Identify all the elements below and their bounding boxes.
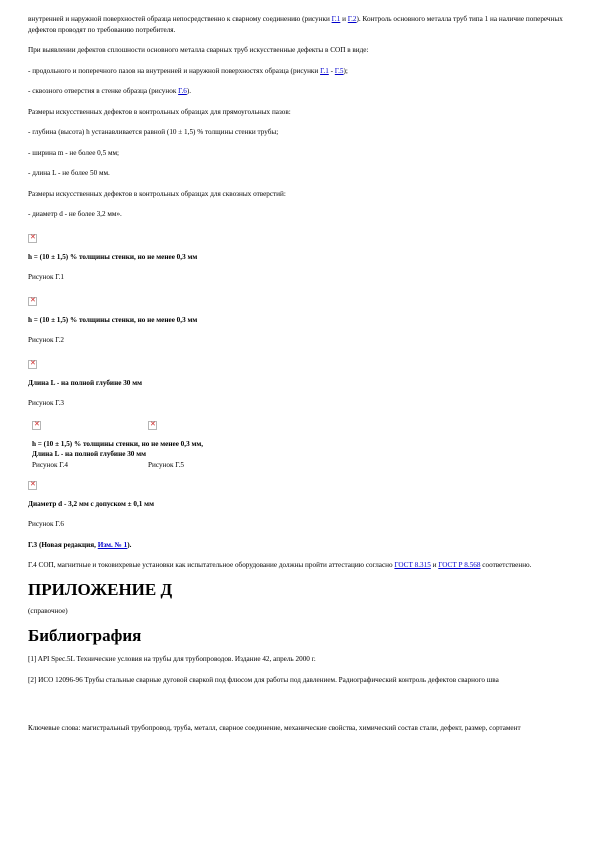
text: и [340,15,348,23]
text: - [328,66,335,75]
link-fig-g5[interactable]: Г.5 [334,66,344,75]
paragraph-g4 [28,560,568,571]
figure-g5-cell [148,417,184,471]
text: внутренней и наружной поверхностей образца непосредственно к сварному соединению (рисунки [28,15,332,23]
text: ). Контроль основного металла труб типа 1 на наличие поперечных дефектов проводят по требованию потребителя. [28,15,563,34]
figure-g3-label: Рисунок Г.3 [28,399,64,407]
figure-g6-image [28,477,568,489]
figure-g6-caption: Диаметр d - 3,2 мм с допуском ± 0,1 мм [28,499,154,508]
figure-g4-caption-1: h = (10 ± 1,5) % толщины стенки, но не менее 0,3 мм, [32,439,204,448]
figure-g1-caption: h = (10 ± 1,5) % толщины стенки, но не менее 0,3 мм [28,252,198,261]
bibliography-title: Библиография [28,626,142,645]
link-fig-g2[interactable]: Г.2 [347,15,357,23]
paragraph-intro [28,14,568,35]
figure-g2-caption: h = (10 ± 1,5) % толщины стенки, но не менее 0,3 мм [28,315,198,324]
reference-2: [2] ИСО 12096-96 Трубы стальные сварные дуговой сваркой под флюсом для работы под давлением. Радиографический контроль дефектов сварного шва [28,675,499,684]
figure-g2-image [28,293,568,305]
broken-image-icon [28,234,37,243]
text: и [430,561,439,569]
figure-g5-label: Рисунок Г.5 [148,460,184,469]
keywords: Ключевые слова: магистральный трубопровод, труба, металл, сварное соединение, механические свойства, химический состав стали, дефект, размер, сортамент [28,724,521,732]
figure-g4-caption-2: Длина L - на полной глубине 30 мм [32,450,146,458]
paragraph-length: - длина L - не более 50 мм. [28,169,110,177]
figure-g3-image [28,356,568,368]
figure-g1-label: Рисунок Г.1 [28,273,64,281]
paragraph-g3 [28,540,568,551]
broken-image-icon [28,481,37,490]
appendix-subtitle: (справочное) [28,606,68,615]
text: - сквозного отверстия в стенке образца (рисунок [28,87,179,95]
broken-image-icon [32,421,41,430]
text: - продольного и поперечного пазов на внутренней и наружной поверхностях образца (рисунки [28,66,321,75]
text: Г.3 (Новая редакция, [28,540,98,549]
paragraph-hole [28,86,568,97]
figure-g1-image [28,230,568,242]
figure-g6-label: Рисунок Г.6 [28,520,64,528]
paragraph-groove-sizes: Размеры искусственных дефектов в контрольных образцах для прямоугольных пазов: [28,107,291,116]
paragraph-defects: При выявлении дефектов сплошности основного металла сварных труб искусственные дефекты в СОП в виде: [28,46,369,54]
figure-g3-caption: Длина L - на полной глубине 30 мм [28,378,142,387]
text: ). [186,87,192,95]
broken-image-icon [28,297,37,306]
link-fig-g6[interactable]: Г.6 [178,87,187,95]
text: ). [127,540,132,549]
link-fig-g1[interactable]: Г.1 [331,15,341,23]
link-gost-r-8-568[interactable]: ГОСТ Р 8.568 [438,561,481,569]
broken-image-icon [28,360,37,369]
document-page [28,14,568,734]
text: соответственно. [480,561,532,569]
text: Г.4 СОП, магнитные и токовихревые установки как испытательное оборудование должны пройти аттестацию согласно [28,561,395,569]
broken-image-icon [148,421,157,430]
text: ); [343,66,348,75]
paragraph-diameter: - диаметр d - не более 3,2 мм». [28,210,122,218]
link-fig-g1[interactable]: Г.1 [320,66,329,75]
paragraph-depth: - глубина (высота) h устанавливается равной (10 ± 1,5) % толщины стенки трубы; [28,128,279,136]
link-amendment[interactable]: Изм. № 1 [97,540,128,549]
reference-1: [1] API Spec.5L Технические условия на трубы для трубопроводов. Издание 42, апрель 2000 г. [28,655,316,663]
figure-g2-label: Рисунок Г.2 [28,336,64,344]
paragraph-hole-sizes: Размеры искусственных дефектов в контрольных образцах для сквозных отверстий: [28,189,286,198]
paragraph-width: - ширина m - не более 0,5 мм; [28,148,120,157]
paragraph-grooves [28,66,568,77]
figure-g4-label: Рисунок Г.4 [32,460,68,469]
link-gost-8-315[interactable]: ГОСТ 8.315 [394,561,431,569]
appendix-title: ПРИЛОЖЕНИЕ Д [28,579,173,599]
figure-g4-g5-table [28,417,568,473]
